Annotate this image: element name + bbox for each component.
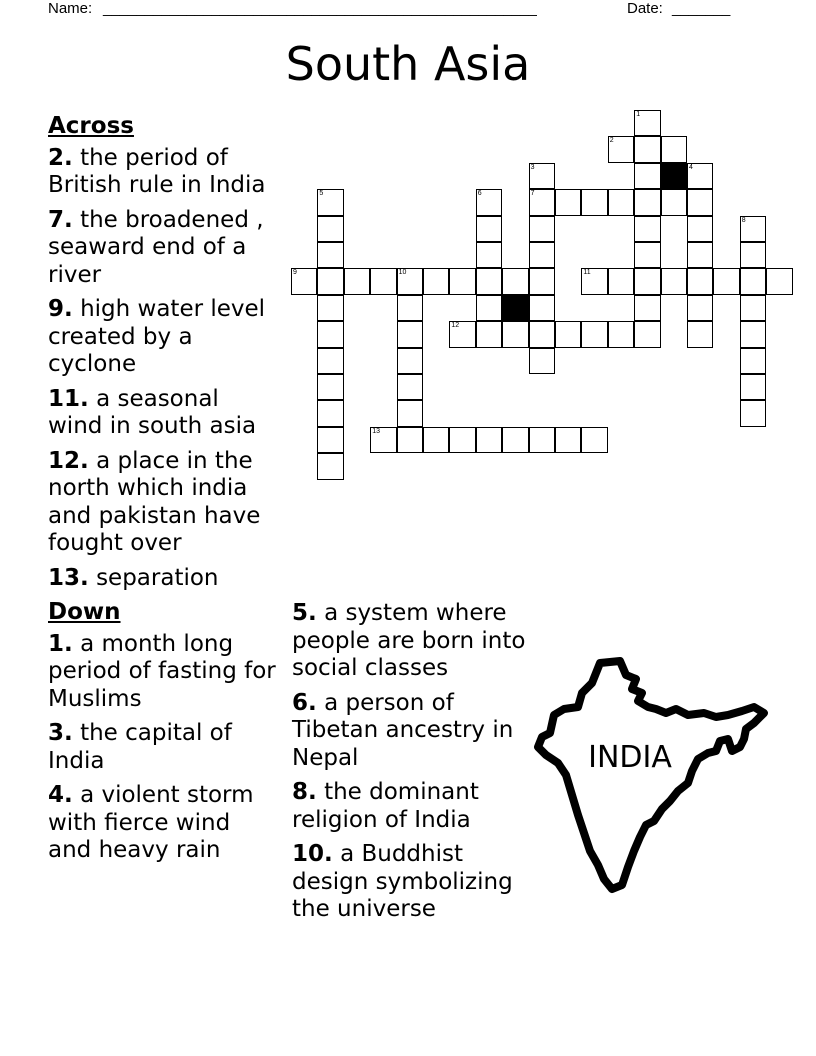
- clue-number: 7.: [48, 206, 73, 233]
- grid-cell[interactable]: [740, 295, 766, 321]
- clue-number: 12.: [48, 447, 89, 474]
- grid-cell[interactable]: [634, 321, 660, 347]
- grid-cell[interactable]: [423, 268, 449, 294]
- grid-cell[interactable]: [634, 189, 660, 215]
- cell-number: 4: [689, 163, 693, 171]
- clue-across-2: [48, 145, 276, 200]
- grid-cell[interactable]: [529, 348, 555, 374]
- grid-cell[interactable]: [397, 295, 423, 321]
- clue-text: a month long period of fasting for Muslims: [48, 630, 276, 712]
- grid-cell[interactable]: [608, 321, 634, 347]
- grid-cell[interactable]: [581, 189, 607, 215]
- grid-cell[interactable]: [555, 189, 581, 215]
- clue-number: 5.: [292, 600, 317, 626]
- grid-cell[interactable]: [370, 268, 396, 294]
- cell-number: 6: [477, 190, 482, 198]
- grid-cell[interactable]: [529, 427, 555, 453]
- clue-across-11: [48, 386, 276, 441]
- cell-number: 12: [451, 322, 460, 330]
- clue-text: a seasonal wind in south asia: [48, 385, 257, 439]
- grid-cell[interactable]: [317, 321, 343, 347]
- clue-down-4: [48, 782, 276, 865]
- grid-cell[interactable]: [766, 268, 792, 294]
- grid-cell[interactable]: [317, 400, 343, 426]
- grid-cell[interactable]: [397, 400, 423, 426]
- grid-cell[interactable]: [661, 136, 687, 162]
- grid-cell[interactable]: [476, 242, 502, 268]
- grid-cell[interactable]: [740, 242, 766, 268]
- grid-cell[interactable]: [661, 268, 687, 294]
- clue-number: 3.: [48, 720, 73, 746]
- map-label: INDIA: [588, 740, 672, 775]
- down-heading: Down: [48, 599, 121, 625]
- cell-number: 2: [609, 137, 614, 145]
- clue-text: high water level created by a cyclone: [48, 296, 266, 377]
- date-line[interactable]: _______: [672, 0, 731, 17]
- grid-cell-black: [502, 295, 528, 321]
- clue-number: 2.: [48, 144, 73, 171]
- grid-cell[interactable]: [317, 216, 343, 242]
- grid-cell[interactable]: [449, 321, 475, 347]
- grid-cell[interactable]: [291, 268, 317, 294]
- grid-cell[interactable]: [344, 268, 370, 294]
- clue-number: 4.: [48, 782, 73, 808]
- grid-cell[interactable]: [634, 242, 660, 268]
- clue-text: a person of Tibetan ancestry in Nepal: [292, 689, 514, 771]
- clue-text: the capital of India: [48, 720, 232, 774]
- grid-cell[interactable]: [529, 163, 555, 189]
- grid-cell[interactable]: [634, 268, 660, 294]
- grid-cell[interactable]: [317, 453, 343, 479]
- grid-cell[interactable]: [476, 216, 502, 242]
- grid-cell[interactable]: [502, 427, 528, 453]
- grid-cell[interactable]: [397, 348, 423, 374]
- cell-number: 5: [319, 190, 324, 198]
- clue-down-8: [292, 779, 528, 834]
- grid-cell[interactable]: [740, 400, 766, 426]
- clue-text: the period of British rule in India: [48, 144, 266, 198]
- grid-cell[interactable]: [608, 136, 634, 162]
- cell-number: 9: [293, 269, 297, 277]
- grid-cell[interactable]: [529, 321, 555, 347]
- clue-number: 1.: [48, 630, 73, 657]
- cell-number: 10: [398, 269, 407, 277]
- grid-cell[interactable]: [687, 268, 713, 294]
- clue-down-1: [48, 631, 276, 714]
- clue-text: the dominant religion of India: [292, 779, 479, 833]
- clue-down-3: [48, 720, 276, 775]
- grid-cell[interactable]: [397, 268, 423, 294]
- clue-text: separation: [96, 564, 219, 591]
- cell-number: 11: [583, 269, 591, 277]
- grid-cell[interactable]: [740, 348, 766, 374]
- grid-cell[interactable]: [529, 216, 555, 242]
- grid-cell[interactable]: [661, 189, 687, 215]
- grid-cell[interactable]: [476, 295, 502, 321]
- page-title: South Asia: [285, 37, 531, 91]
- clues-left-column: [48, 113, 276, 872]
- grid-cell[interactable]: [581, 268, 607, 294]
- clue-number: 9.: [48, 296, 73, 322]
- clue-text: a Buddhist design symbolizing the universe: [292, 841, 513, 922]
- grid-cell[interactable]: [476, 189, 502, 215]
- grid-cell[interactable]: [317, 374, 343, 400]
- grid-cell[interactable]: [634, 295, 660, 321]
- grid-cell[interactable]: [581, 321, 607, 347]
- grid-cell[interactable]: [555, 427, 581, 453]
- clue-number: 6.: [292, 689, 317, 716]
- grid-cell[interactable]: [529, 268, 555, 294]
- grid-cell[interactable]: [740, 321, 766, 347]
- grid-cell[interactable]: [687, 189, 713, 215]
- clue-text: a system where people are born into social classes: [292, 600, 526, 681]
- clue-number: 13.: [48, 564, 89, 591]
- grid-cell-black: [661, 163, 687, 189]
- cell-number: 8: [741, 216, 746, 224]
- clue-across-12: [48, 448, 276, 558]
- clue-number: 11.: [48, 385, 89, 412]
- india-map-image: [528, 655, 773, 895]
- cell-number: 1: [636, 111, 641, 118]
- grid-cell[interactable]: [317, 189, 343, 215]
- clues-right-column: [292, 600, 528, 931]
- grid-cell[interactable]: [687, 163, 713, 189]
- cell-number: 7: [530, 190, 535, 198]
- grid-cell[interactable]: [502, 321, 528, 347]
- grid-cell[interactable]: [608, 268, 634, 294]
- grid-cell[interactable]: [608, 189, 634, 215]
- grid-cell[interactable]: [397, 374, 423, 400]
- date-label: Date:: [627, 0, 663, 17]
- grid-cell[interactable]: [581, 427, 607, 453]
- grid-cell[interactable]: [740, 374, 766, 400]
- clue-text: a place in the north which india and pakistan have fought over: [48, 447, 261, 556]
- grid-cell[interactable]: [687, 216, 713, 242]
- clue-across-13: [48, 565, 276, 593]
- clue-text: the broadened , seaward end of a river: [48, 206, 264, 288]
- grid-cell[interactable]: [740, 268, 766, 294]
- grid-cell[interactable]: [555, 321, 581, 347]
- grid-cell[interactable]: [476, 268, 502, 294]
- grid-cell[interactable]: [476, 427, 502, 453]
- grid-cell[interactable]: [634, 136, 660, 162]
- grid-cell[interactable]: [423, 427, 449, 453]
- grid-cell[interactable]: [634, 216, 660, 242]
- grid-cell[interactable]: [634, 110, 660, 136]
- grid-cell[interactable]: [476, 321, 502, 347]
- grid-cell[interactable]: [713, 268, 739, 294]
- grid-cell[interactable]: [317, 242, 343, 268]
- grid-cell[interactable]: [529, 242, 555, 268]
- grid-cell[interactable]: [317, 348, 343, 374]
- grid-cell[interactable]: [317, 427, 343, 453]
- clue-down-5: [292, 600, 528, 683]
- grid-cell[interactable]: [687, 295, 713, 321]
- grid-cell[interactable]: [687, 321, 713, 347]
- grid-cell[interactable]: [634, 163, 660, 189]
- clue-across-7: [48, 207, 276, 290]
- cell-number: 13: [372, 427, 380, 435]
- india-outline: [538, 661, 764, 889]
- grid-cell[interactable]: [529, 295, 555, 321]
- grid-cell[interactable]: [397, 427, 423, 453]
- clue-down-10: [292, 841, 528, 924]
- grid-cell[interactable]: [502, 268, 528, 294]
- clue-across-9: [48, 296, 276, 379]
- cell-number: 3: [530, 163, 535, 171]
- grid-cell[interactable]: [317, 268, 343, 294]
- grid-cell[interactable]: [740, 216, 766, 242]
- clue-text: a violent storm with fierce wind and heavy rain: [48, 782, 254, 863]
- grid-cell[interactable]: [449, 268, 475, 294]
- grid-cell[interactable]: [397, 321, 423, 347]
- grid-cell[interactable]: [449, 427, 475, 453]
- clue-number: 10.: [292, 841, 333, 867]
- grid-cell[interactable]: [317, 295, 343, 321]
- clue-number: 8.: [292, 779, 317, 805]
- grid-cell[interactable]: [370, 427, 396, 453]
- name-line[interactable]: ____________________________________________________: [103, 0, 537, 17]
- clue-down-6: [292, 690, 528, 773]
- grid-cell[interactable]: [529, 189, 555, 215]
- across-heading: Across: [48, 113, 134, 139]
- name-label: Name:: [48, 0, 93, 17]
- grid-cell[interactable]: [687, 242, 713, 268]
